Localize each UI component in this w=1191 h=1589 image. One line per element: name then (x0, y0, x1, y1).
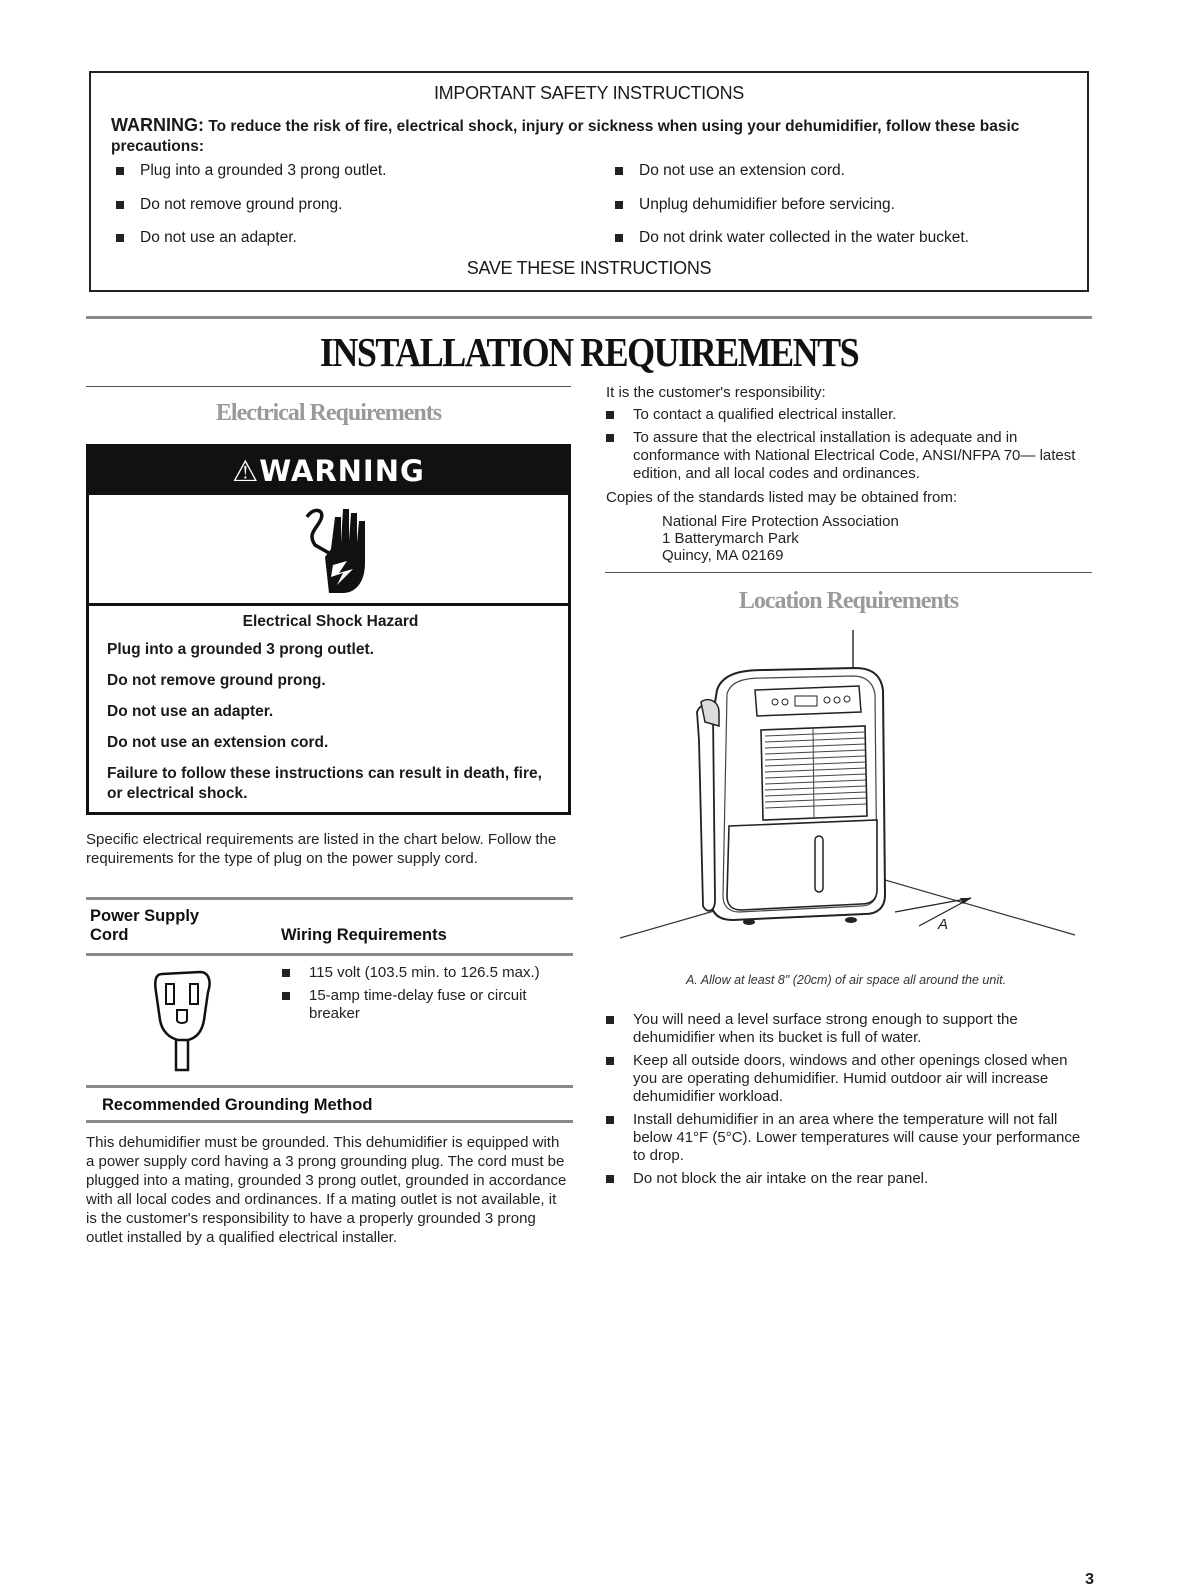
warning-heading: WARNING (259, 454, 425, 488)
list-item: Do not remove ground prong. (113, 195, 583, 229)
warning-box (86, 444, 571, 815)
safety-list-left (113, 161, 583, 262)
hazard-title: Electrical Shock Hazard (242, 613, 419, 630)
dehumidifier-illustration (615, 630, 1080, 950)
location-requirements-list (605, 1011, 1085, 1188)
list-item: Do not use an extension cord. (612, 161, 1082, 195)
warning-separator (89, 603, 568, 606)
three-prong-plug-icon (148, 968, 218, 1072)
column-header-power-supply-cord: Power Supply Cord (90, 907, 200, 944)
list-item: To assure that the electrical installation is adequate and in conformance with National Electrical Code, ANSI/NFPA 70— latest edition, and all local codes and ordinances. (605, 429, 1083, 483)
column-header-wiring-requirements: Wiring Requirements (281, 926, 447, 944)
divider (605, 572, 1092, 573)
copies-text: Copies of the standards listed may be obtained from: (606, 489, 958, 506)
divider (86, 386, 571, 387)
wiring-requirements-list (281, 964, 571, 1023)
figure-caption: A. Allow at least 8" (20cm) of air space all around the unit. (685, 973, 1007, 987)
warning-header (89, 447, 568, 495)
warning-line: Do not use an extension cord. (107, 734, 329, 751)
list-item: To contact a qualified electrical installer. (605, 406, 1083, 424)
safety-list-right (612, 161, 1082, 262)
list-item: 115 volt (103.5 min. to 126.5 max.) (281, 964, 571, 982)
responsibility-list (605, 406, 1083, 483)
warning-body (107, 613, 554, 815)
page-title: INSTALLATION REQUIREMENTS (319, 329, 859, 376)
section-rule (86, 316, 1092, 319)
warning-triangle-icon: ⚠ (232, 454, 260, 488)
nfpa-address (662, 513, 1062, 564)
list-item: Do not use an adapter. (113, 228, 583, 262)
electrical-requirements-title: Electrical Requirements (215, 400, 442, 426)
list-item: Install dehumidifier in an area where the temperature will not fall below 41°F (5°C). Lower temperatures will cause your performance to drop. (605, 1111, 1085, 1165)
list-item: Do not drink water collected in the water bucket. (612, 228, 1082, 262)
table-header-rule (86, 953, 573, 956)
grounding-rule (86, 1085, 573, 1088)
list-item: Keep all outside doors, windows and other openings closed when you are operating dehumidifier. Humid outdoor air will increase dehumidifier workload. (605, 1052, 1085, 1106)
table-top-rule (86, 897, 573, 900)
list-item: You will need a level surface strong enough to support the dehumidifier when its bucket is full of water. (605, 1011, 1085, 1047)
warning-text: To reduce the risk of fire, electrical shock, injury or sickness when using your dehumidifier, follow these basic precautions: (111, 118, 1020, 155)
safety-warning (111, 115, 1057, 157)
responsibility-intro: It is the customer's responsibility: (606, 384, 826, 401)
grounding-method-title: Recommended Grounding Method (102, 1096, 373, 1114)
list-item: 15-amp time-delay fuse or circuit breaker (281, 987, 571, 1023)
list-item: Do not block the air intake on the rear panel. (605, 1170, 1085, 1188)
warning-line: Do not remove ground prong. (107, 672, 326, 689)
warning-line: Failure to follow these instructions can result in death, fire, or electrical shock. (107, 765, 542, 802)
list-item: Plug into a grounded 3 prong outlet. (113, 161, 583, 195)
label-a: A (938, 916, 949, 933)
safety-title: IMPORTANT SAFETY INSTRUCTIONS (433, 83, 744, 103)
warning-line: Plug into a grounded 3 prong outlet. (107, 641, 374, 658)
save-instructions: SAVE THESE INSTRUCTIONS (466, 258, 712, 278)
address-line: 1 Batterymarch Park (662, 530, 799, 547)
location-requirements-title: Location Requirements (738, 588, 959, 614)
list-item: Unplug dehumidifier before servicing. (612, 195, 1082, 229)
warning-lead: WARNING: (111, 115, 204, 135)
address-line: Quincy, MA 02169 (662, 547, 784, 564)
grounding-rule-bottom (86, 1120, 573, 1123)
warning-line: Do not use an adapter. (107, 703, 274, 720)
grounding-text: This dehumidifier must be grounded. This dehumidifier is equipped with a power supply cord having a 3 prong grounding plug. The cord must be plugged into a mating, grounded 3 prong outlet, grounded in accordance with all local codes and ordinances. If a mating outlet is not available, it is the customer's responsibility to have a properly grounded 3 prong outlet installed by a qualified electrical installer. (86, 1134, 567, 1246)
electrical-shock-hazard-icon (303, 503, 373, 599)
safety-instructions-box (89, 71, 1089, 292)
address-line: National Fire Protection Association (662, 513, 899, 530)
page-number: 3 (1085, 1571, 1094, 1588)
electrical-intro: Specific electrical requirements are listed in the chart below. Follow the requirements for the type of plug on the power supply cord. (86, 831, 557, 867)
